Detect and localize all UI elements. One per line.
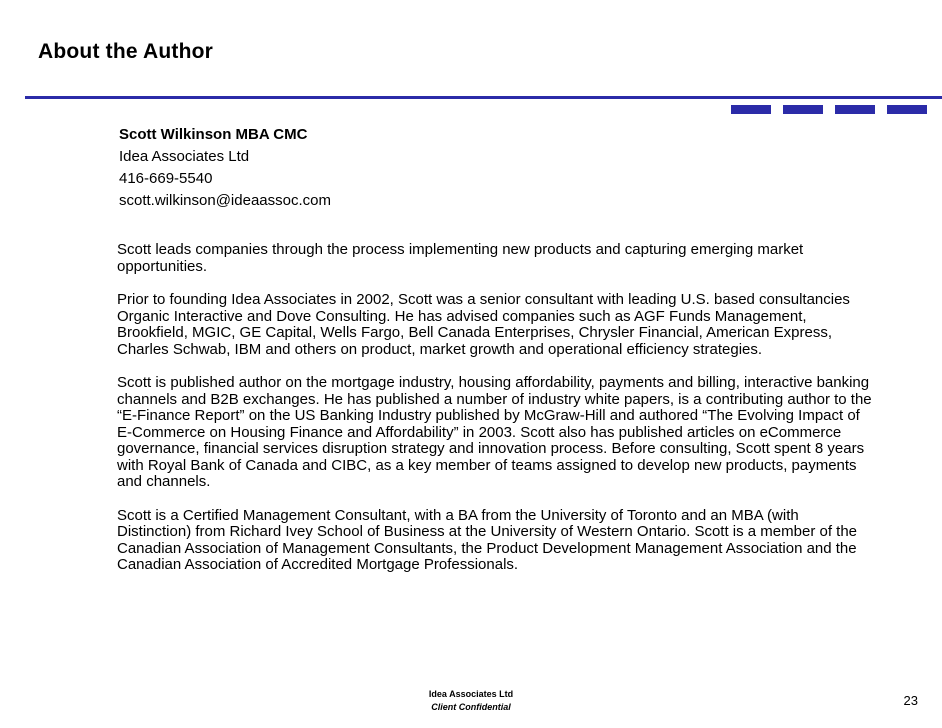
author-name: Scott Wilkinson MBA CMC [119, 126, 308, 143]
bio-paragraph: Prior to founding Idea Associates in 2002, Scott was a senior consultant with leading U.S. based consultancies Organic Interactive and Dove Consulting. He has advised companies such as AGF Funds Management, Brookfield, MGIC, GE Capital, Wells Fargo, Bell Canada Enterprises, Chrysler Financial, American Express, Charles Schwab, IBM and others on product, market growth and operational efficiency strategies. [117, 291, 850, 358]
bio-paragraph: Scott is published author on the mortgage industry, housing affordability, payments and billing, interactive banking channels and B2B exchanges. He has published a number of industry white papers, is a contributing author to the “E-Finance Report” on the US Banking Industry published by McGraw-Hill and authored “The Evolving Impact of E-Commerce on Housing Finance and Affordability” in 2003. Scott also has published articles on eCommerce governance, financial services disruption strategy and innovation process. Before consulting, Scott spent 8 years with Royal Bank of Canada and CIBC, as a key member of teams assigned to develop new products, payments and channels. [117, 374, 872, 490]
contact-block [119, 124, 331, 212]
bio-paragraph: Scott leads companies through the process implementing new products and capturing emerging market opportunities. [117, 241, 804, 275]
footer-confidential: Client Confidential [431, 702, 511, 712]
decorative-block [783, 105, 823, 114]
author-company: Idea Associates Ltd [119, 148, 250, 165]
author-phone: 416-669-5540 [119, 170, 213, 187]
decorative-block [887, 105, 927, 114]
decorative-blocks [731, 105, 942, 114]
author-email: scott.wilkinson@ideaassoc.com [119, 192, 331, 209]
page-title: About the Author [38, 40, 214, 63]
footer-company: Idea Associates Ltd [428, 689, 514, 699]
title-divider [25, 96, 942, 99]
decorative-block [835, 105, 875, 114]
page-number: 23 [903, 693, 918, 708]
bio-paragraph: Scott is a Certified Management Consultant, with a BA from the University of Toronto and an MBA (with Distinction) from Richard Ivey School of Business at the University of Western Ontario. Scott is a member of the Canadian Association of Management Consultants, the Product Development Management Association and the Canadian Association of Accredited Mortgage Professionals. [117, 506, 858, 573]
decorative-block [731, 105, 771, 114]
bio-body [117, 242, 877, 591]
